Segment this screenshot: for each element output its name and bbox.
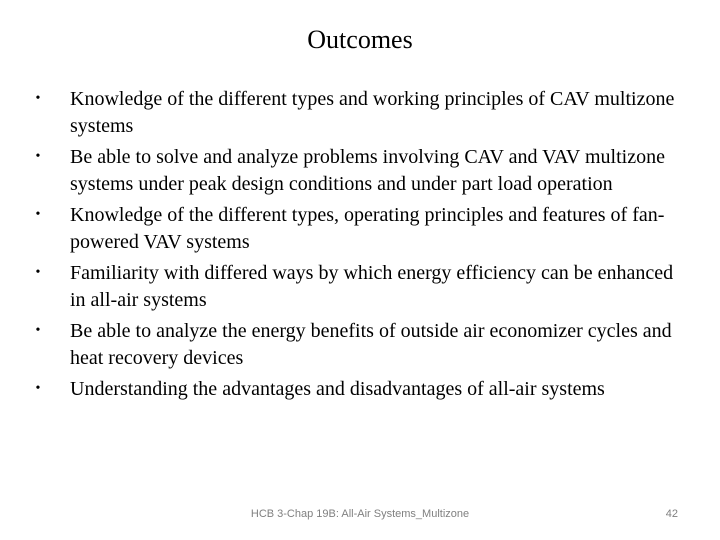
list-item xyxy=(30,144,690,197)
bullet-icon: • xyxy=(35,381,41,396)
page-number: 42 xyxy=(665,508,678,520)
bullet-text: Knowledge of the different types, operating principles and features of fan-powered VAV systems xyxy=(70,204,665,253)
list-item xyxy=(30,202,690,255)
bullet-icon: • xyxy=(35,207,41,222)
list-item xyxy=(30,260,690,313)
bullet-icon: • xyxy=(35,323,41,338)
bullet-text: Familiarity with differed ways by which energy efficiency can be enhanced in all-air systems xyxy=(70,262,674,311)
bullet-icon: • xyxy=(35,265,41,280)
bullet-text: Be able to solve and analyze problems involving CAV and VAV multizone systems under peak design conditions and under part load operation xyxy=(70,146,665,195)
bullet-text: Understanding the advantages and disadvantages of all-air systems xyxy=(70,378,605,400)
bullet-icon: • xyxy=(35,91,41,106)
bullet-list xyxy=(30,86,690,408)
list-item xyxy=(30,86,690,139)
bullet-icon: • xyxy=(35,149,41,164)
bullet-text: Be able to analyze the energy benefits of outside air economizer cycles and heat recovery devices xyxy=(70,320,672,369)
slide-footer: HCB 3-Chap 19B: All-Air Systems_Multizone xyxy=(250,508,470,520)
bullet-text: Knowledge of the different types and working principles of CAV multizone systems xyxy=(70,88,675,137)
list-item xyxy=(30,376,690,403)
list-item xyxy=(30,318,690,371)
slide-title: Outcomes xyxy=(307,25,413,54)
